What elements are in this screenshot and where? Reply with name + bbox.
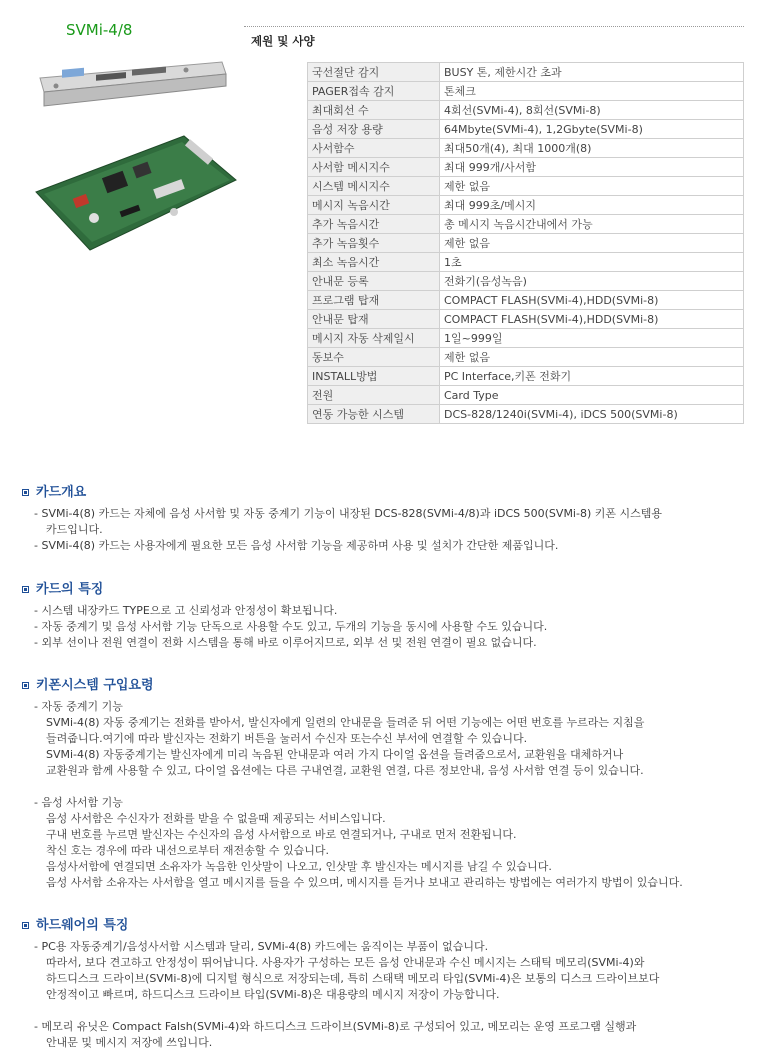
spec-row	[308, 215, 744, 234]
spec-row	[308, 386, 744, 405]
section-heading: 하드웨어의 특징	[22, 917, 746, 935]
spec-row	[308, 63, 744, 82]
text-line: SVMi-4(8) 자동 중계기는 전화를 받아서, 발신자에게 일련의 안내문을 들려준 뒤 어떤 기능에는 어떤 번호를 누르라는 지침을	[46, 716, 645, 729]
spec-value: 64Mbyte(SVMi-4), 1,2Gbyte(SVMi-8)	[440, 120, 744, 139]
sub-heading: - 자동 중계기 기능	[34, 700, 123, 713]
spec-heading: 제원 및 사양	[251, 34, 315, 48]
card-front-panel-image	[36, 56, 228, 108]
text-line: - 시스템 내장카드 TYPE으로 고 신뢰성과 안정성이 확보됩니다.	[34, 604, 338, 617]
spec-row	[308, 291, 744, 310]
spec-value: 제한 없음	[440, 177, 744, 196]
spec-row	[308, 405, 744, 424]
spec-label: 시스템 메시지수	[308, 177, 440, 196]
text-line: 음성 사서함 소유자는 사서함을 열고 메시지를 들을 수 있으며, 메시지를 듣거나 보내고 관리하는 방법에는 여러가지 방법이 있습니다.	[46, 876, 683, 889]
section-heading: 카드개요	[22, 484, 746, 502]
text-line: - 자동 중계기 및 음성 사서함 기능 단독으로 사용할 수도 있고, 두개의 기능을 동시에 사용할 수도 있습니다.	[34, 620, 548, 633]
square-bullet-icon	[22, 489, 29, 496]
spec-value: 전화기(음성녹음)	[440, 272, 744, 291]
spec-table	[307, 62, 744, 424]
text-line: 음성 사서함은 수신자가 전화를 받을 수 없을때 제공되는 서비스입니다.	[46, 812, 386, 825]
spec-value: PC Interface,키폰 전화기	[440, 367, 744, 386]
text-line: 안내문 및 메시지 저장에 쓰입니다.	[46, 1036, 213, 1049]
spec-row	[308, 101, 744, 120]
sub-heading: - 음성 사서함 기능	[34, 796, 123, 809]
text-line: 착신 호는 경우에 따라 내선으로부터 재전송할 수 있습니다.	[46, 844, 329, 857]
spec-value: 4회선(SVMi-4), 8회선(SVMi-8)	[440, 101, 744, 120]
spec-label: 추가 녹음횟수	[308, 234, 440, 253]
spec-row	[308, 158, 744, 177]
spec-label: 메시지 자동 삭제일시	[308, 329, 440, 348]
spec-value: 총 메시지 녹음시간내에서 가능	[440, 215, 744, 234]
spec-value: 최대 999초/메시지	[440, 196, 744, 215]
text-line: 안정적이고 빠르며, 하드디스크 드라이브 타입(SVMi-8)은 대용량의 메시지 저장이 가능합니다.	[46, 988, 500, 1001]
square-bullet-icon	[22, 586, 29, 593]
spec-value: 톤체크	[440, 82, 744, 101]
spec-label: 안내문 탑재	[308, 310, 440, 329]
spec-value: 1초	[440, 253, 744, 272]
spec-label: 국선절단 감지	[308, 63, 440, 82]
text-line: - PC용 자동중계기/음성사서함 시스템과 달리, SVMi-4(8) 카드에는 움직이는 부품이 없습니다.	[34, 940, 489, 953]
spec-row	[308, 139, 744, 158]
spec-row	[308, 310, 744, 329]
text-line: - 외부 선이나 전원 연결이 전화 시스템을 통해 바로 이루어지므로, 외부 선 및 전원 연결이 필요 없습니다.	[34, 636, 537, 649]
spec-label: 전원	[308, 386, 440, 405]
spec-row	[308, 272, 744, 291]
product-title: SVMi-4/8	[66, 21, 133, 39]
spec-value: 최대50개(4), 최대 1000개(8)	[440, 139, 744, 158]
section-hardware	[22, 917, 746, 1051]
spec-label: 사서함수	[308, 139, 440, 158]
text-line: 카드입니다.	[46, 523, 103, 536]
spec-label: 메시지 녹음시간	[308, 196, 440, 215]
square-bullet-icon	[22, 682, 29, 689]
section-overview	[22, 484, 746, 554]
spec-value: 1일~999일	[440, 329, 744, 348]
spec-row	[308, 234, 744, 253]
section-heading: 카드의 특징	[22, 581, 746, 599]
text-line: 따라서, 보다 견고하고 안정성이 뛰어납니다. 사용자가 구성하는 모든 음성 안내문과 수신 메시지는 스태틱 메모리(SVMi-4)와	[46, 956, 645, 969]
section-features	[22, 581, 746, 651]
text-line: - SVMi-4(8) 카드는 사용자에게 필요한 모든 음성 사서함 기능을 제공하며 사용 및 설치가 간단한 제품입니다.	[34, 539, 559, 552]
spec-row	[308, 367, 744, 386]
spec-label: PAGER접속 감지	[308, 82, 440, 101]
spec-label: 최대회선 수	[308, 101, 440, 120]
text-line: 들려줍니다.여기에 따라 발신자는 전화기 버튼을 눌러서 수신자 또는수신 부서에 연결할 수 있습니다.	[46, 732, 528, 745]
spec-row	[308, 348, 744, 367]
spec-label: INSTALL방법	[308, 367, 440, 386]
text-line: - 메모리 유닛은 Compact Falsh(SVMi-4)와 하드디스크 드라이브(SVMi-8)로 구성되어 있고, 메모리는 운영 프로그램 실행과	[34, 1020, 637, 1033]
spec-value: 제한 없음	[440, 348, 744, 367]
text-line: - SVMi-4(8) 카드는 자체에 음성 사서함 및 자동 중계기 기능이 내장된 DCS-828(SVMi-4/8)과 iDCS 500(SVMi-8) 키폰 시스템용	[34, 507, 662, 520]
spec-label: 프로그램 탑재	[308, 291, 440, 310]
spec-row	[308, 82, 744, 101]
text-line: 교환원과 함께 사용할 수 있고, 다이얼 옵션에는 다른 구내연결, 교환원 연결, 다른 정보안내, 음성 사서함 연결 등이 있습니다.	[46, 764, 644, 777]
spec-value: 제한 없음	[440, 234, 744, 253]
square-bullet-icon	[22, 922, 29, 929]
spec-value: 최대 999개/사서함	[440, 158, 744, 177]
text-line: SVMi-4(8) 자동중계기는 발신자에게 미리 녹음된 안내문과 여러 가지 다이얼 옵션을 들려줌으로서, 교환원을 대체하거나	[46, 748, 624, 761]
text-line: 하드디스크 드라이브(SVMi-8)에 디지털 형식으로 저장되는데, 특히 스태택 메모리 타입(SVMi-4)은 보통의 디스크 드라이브보다	[46, 972, 660, 985]
spec-row	[308, 329, 744, 348]
spec-label: 음성 저장 용량	[308, 120, 440, 139]
spec-value: DCS-828/1240i(SVMi-4), iDCS 500(SVMi-8)	[440, 405, 744, 424]
spec-label: 동보수	[308, 348, 440, 367]
spec-row	[308, 196, 744, 215]
spec-row	[308, 120, 744, 139]
spec-row	[308, 177, 744, 196]
spec-row	[308, 253, 744, 272]
spec-value: COMPACT FLASH(SVMi-4),HDD(SVMi-8)	[440, 291, 744, 310]
spec-label: 최소 녹음시간	[308, 253, 440, 272]
spec-label: 추가 녹음시간	[308, 215, 440, 234]
text-line: 구내 번호를 누르면 발신자는 수신자의 음성 사서함으로 바로 연결되거나, 구내로 먼저 전환됩니다.	[46, 828, 517, 841]
section-purchase	[22, 677, 746, 891]
text-line: 음성사서함에 연결되면 소유자가 녹음한 인삿말이 나오고, 인삿말 후 발신자는 메시지를 남길 수 있습니다.	[46, 860, 552, 873]
spec-value: COMPACT FLASH(SVMi-4),HDD(SVMi-8)	[440, 310, 744, 329]
spec-label: 사서함 메시지수	[308, 158, 440, 177]
spec-value: BUSY 톤, 제한시간 초과	[440, 63, 744, 82]
spec-value: Card Type	[440, 386, 744, 405]
dotted-divider	[244, 26, 744, 27]
circuit-board-image	[34, 134, 238, 252]
spec-label: 안내문 등록	[308, 272, 440, 291]
spec-label: 연동 가능한 시스템	[308, 405, 440, 424]
section-heading: 키폰시스템 구입요령	[22, 677, 746, 695]
